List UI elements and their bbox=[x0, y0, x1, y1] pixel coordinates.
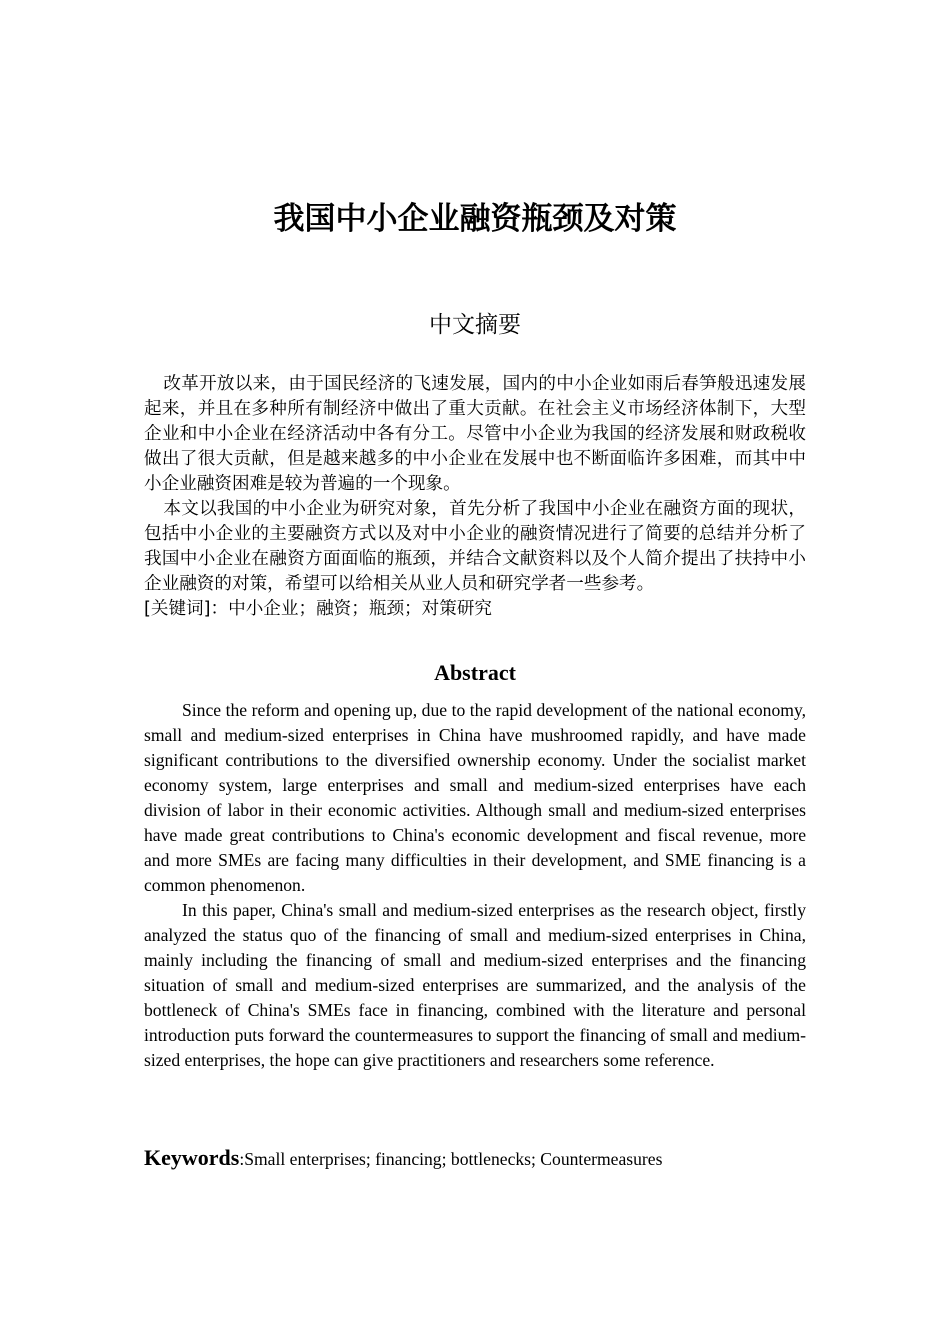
chinese-abstract-heading: 中文摘要 bbox=[429, 312, 521, 338]
english-abstract-heading: Abstract bbox=[434, 660, 516, 685]
english-keywords-label: Keywords bbox=[144, 1145, 240, 1170]
chinese-abstract-paragraph: 本文以我国的中小企业为研究对象，首先分析了我国中小企业在融资方面的现状，包括中小企业的主要融资方式以及对中小企业的融资情况进行了简要的总结并分析了我国中小企业在融资方面面临的瓶颈，并结合文献资料以及个人简介提出了扶持中小企业融资的对策，希望可以给相关从业人员和研究学者一些参考。 bbox=[144, 499, 806, 594]
chinese-abstract-paragraph: 改革开放以来，由于国民经济的飞速发展，国内的中小企业如雨后春笋般迅速发展起来，并且在多种所有制经济中做出了重大贡献。在社会主义市场经济体制下，大型企业和中小企业在经济活动中各有分工。尽管中小企业为我国的经济发展和财政税收做出了很大贡献，但是越来越多的中小企业在发展中也不断面临许多困难，而其中中小企业融资困难是较为普遍的一个现象。 bbox=[144, 374, 806, 494]
chinese-keywords-label: [关键词] bbox=[144, 599, 211, 619]
english-abstract-body bbox=[144, 698, 806, 1073]
english-abstract-paragraph: Since the reform and opening up, due to the rapid development of the national economy, small and medium-sized enterprises in China have mushroomed rapidly, and have made significant contributions to the diversified ownership economy. Under the socialist market economy system, large enterprises and small and medium-sized enterprises have each division of labor in their economic activities. Although small and medium-sized enterprises have made great contributions to China's economic development and fiscal revenue, more and more SMEs are facing many difficulties in their development, and SME financing is a common phenomenon. bbox=[144, 700, 806, 895]
chinese-abstract-body bbox=[144, 372, 806, 622]
chinese-keywords-text: ：中小企业；融资；瓶颈；对策研究 bbox=[210, 599, 493, 619]
english-keywords bbox=[144, 1143, 806, 1174]
english-keywords-text: :Small enterprises; financing; bottlenecks; Countermeasures bbox=[239, 1149, 663, 1169]
chinese-keywords bbox=[144, 597, 806, 622]
english-abstract-paragraph: In this paper, China's small and medium-sized enterprises as the research object, firstly analyzed the status quo of the financing of small and medium-sized enterprises in China, mainly including the financing of small and medium-sized enterprises and the financing situation of small and medium-sized enterprises are summarized, and the analysis of the bottleneck of China's SMEs face in financing, combined with the literature and personal introduction puts forward the countermeasures to support the financing of small and medium-sized enterprises, the hope can give practitioners and researchers some reference. bbox=[144, 900, 806, 1070]
document-title: 我国中小企业融资瓶颈及对策 bbox=[273, 200, 677, 237]
